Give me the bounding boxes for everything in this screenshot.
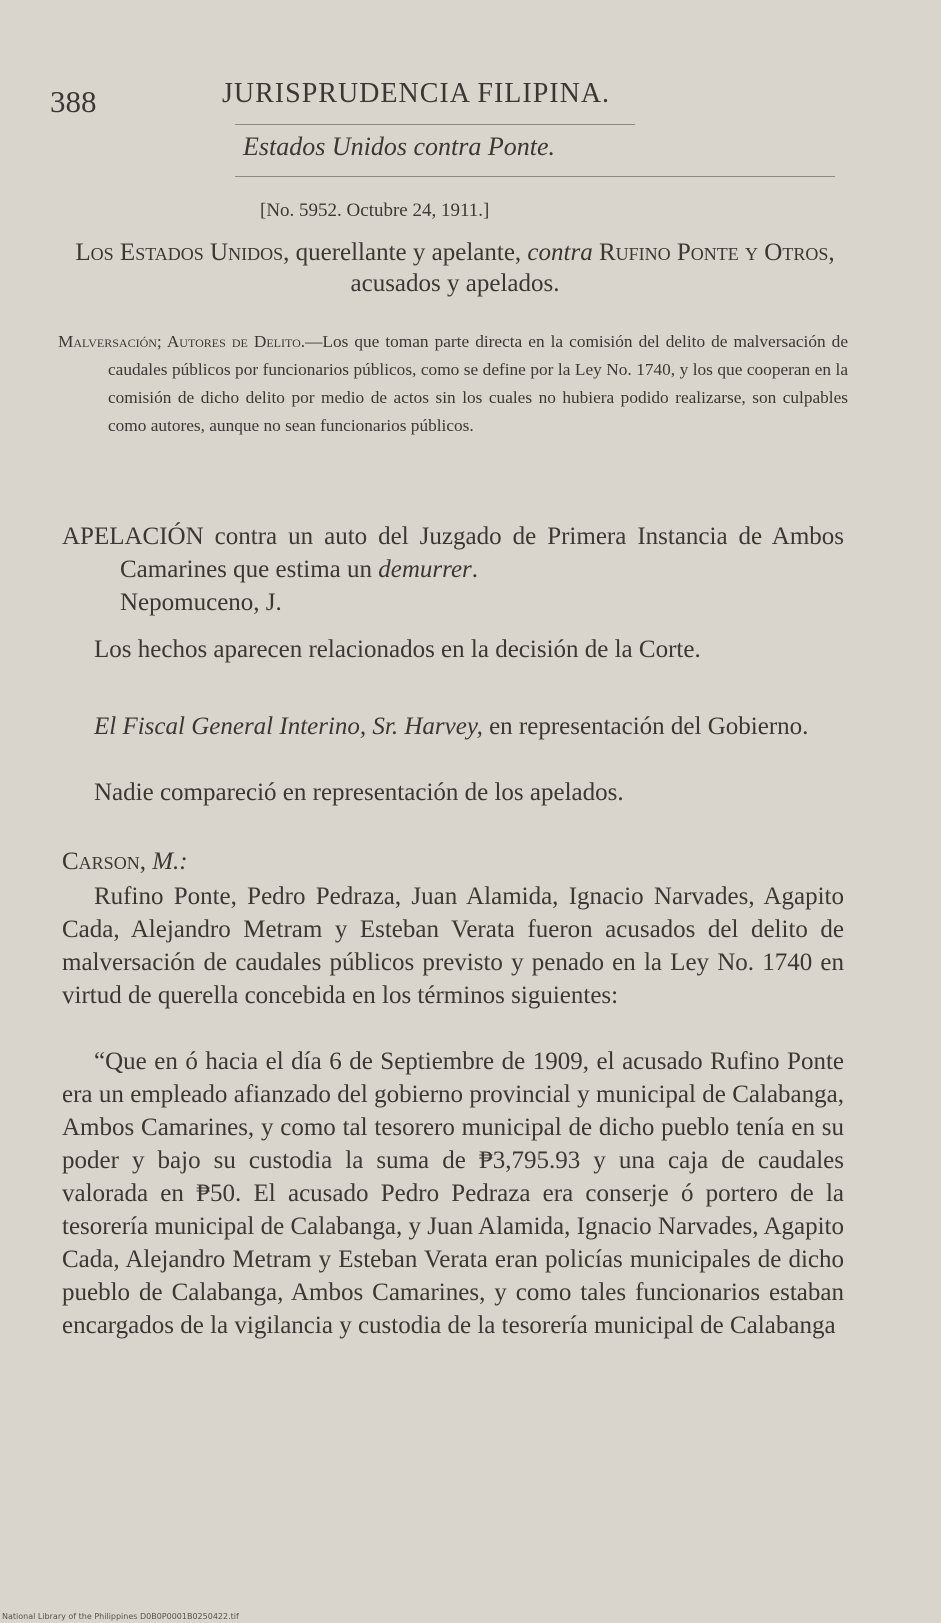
counsel-name: El Fiscal General Interino, Sr. Harvey, [94, 713, 483, 740]
judge-name: Nepomuceno, J. [120, 589, 282, 616]
syllabus-heading: Malversación; Autores de Delito. [58, 332, 306, 351]
author-line: Carson, M.: [62, 848, 188, 875]
contra-word: contra [527, 239, 593, 266]
page-header [50, 78, 850, 138]
counsel-rest: en representación del Gobierno. [482, 713, 809, 740]
case-title: Estados Unidos contra Ponte. [243, 132, 555, 161]
appeal-term: demurrer [378, 556, 472, 583]
author-name: Carson [62, 848, 140, 875]
appeal-paragraph [62, 520, 844, 619]
docket-line: [No. 5952. Octubre 24, 1911.] [260, 200, 490, 221]
body-paragraph-1: Rufino Ponte, Pedro Pedraza, Juan Alamida, Ignacio Narvades, Agapito Cada, Alejandro Metram y Esteban Verata fueron acusados del delito de malversación de caudales públicos previsto y penado en la Ley No. 1740 en virtud de querella concebida en los términos siguientes: [62, 883, 844, 1009]
facts-paragraph: Los hechos aparecen relacionados en la decisión de la Corte. [94, 636, 701, 663]
case-title-rule [235, 176, 835, 177]
defendant-name: Rufino Ponte y Otros [598, 239, 829, 266]
no-appearance-paragraph: Nadie compareció en representación de los apelados. [94, 779, 624, 806]
page-number: 388 [50, 84, 97, 119]
plaintiff-name: Los Estados Unidos [75, 239, 284, 266]
appeal-end: . [471, 556, 479, 583]
parties [60, 237, 850, 299]
appeal-text: APELACIÓN contra un auto del Juzgado de Primera Instancia de Ambos Camarines que estima un [62, 523, 844, 583]
syllabus [58, 328, 848, 440]
header-rule [235, 124, 635, 125]
author-title: M.: [152, 848, 188, 875]
body-paragraph-2: “Que en ó hacia el día 6 de Septiembre de 1909, el acusado Rufino Ponte era un empleado afianzado del gobierno provincial y municipal de Calabanga, Ambos Camarines, y como tal tesorero municipal de dicho pueblo tenía en su poder y bajo su custodia la suma de ₱3,795.93 y una caja de caudales valorada en ₱50. El acusado Pedro Pedraza era conserje ó portero de la tesorería municipal de Calabanga, y Juan Alamida, Ignacio Narvades, Agapito Cada, Alejandro Metram y Esteban Verata eran policías municipales de dicho pueblo de Calabanga, Ambos Camarines, y como tales funcionarios estaban encargados de la vigilancia y custodia de la tesorería municipal de Calabanga [62, 1048, 844, 1339]
scan-footer: National Library of the Philippines D0B0P0001B0250422.tif [2, 1612, 239, 1621]
running-title: JURISPRUDENCIA FILIPINA. [222, 78, 611, 109]
plaintiff-role: , querellante y apelante, [283, 239, 528, 266]
syllabus-text: —Los que toman parte directa en la comisión del delito de malversación de caudales públicos por funcionarios públicos, como se define por la Ley No. 1740, y los que cooperan en la comisión de dicho delito por medio de actos sin los cuales no hubiera podido realizarse, son culpables como autores, aunque no sean funcionarios públicos. [108, 332, 848, 435]
defendant-role: , acusados y apelados. [350, 239, 835, 297]
counsel-paragraph [62, 710, 844, 743]
